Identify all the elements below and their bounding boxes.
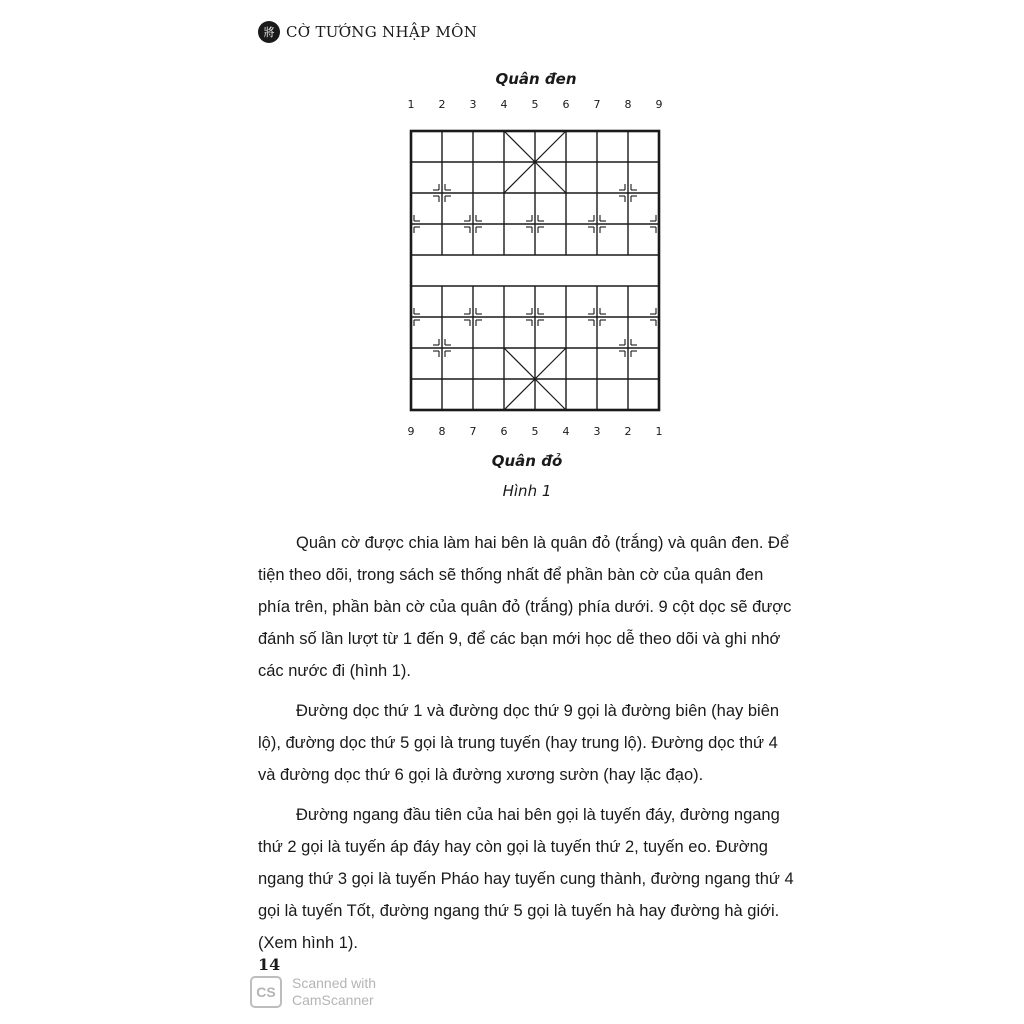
column-number: 6 (500, 425, 508, 438)
body-text (258, 527, 794, 967)
column-number: 6 (562, 98, 570, 111)
column-number: 7 (469, 425, 477, 438)
running-header (258, 18, 477, 46)
column-number: 8 (438, 425, 446, 438)
figure-label: Hình 1 (502, 482, 552, 500)
column-number: 2 (624, 425, 632, 438)
column-number: 3 (469, 98, 477, 111)
watermark-line: Scanned with (292, 975, 377, 991)
red-side-caption: Quân đỏ (491, 452, 563, 470)
book-title: CỜ TƯỚNG NHẬP MÔN (286, 23, 478, 41)
camscanner-logo-icon: CS (250, 976, 282, 1008)
watermark-line: CamScanner (292, 992, 374, 1008)
column-number: 5 (531, 425, 539, 438)
xiangqi-board (400, 120, 670, 420)
column-number: 1 (655, 425, 663, 438)
paragraph: Đường dọc thứ 1 và đường dọc thứ 9 gọi là đường biên (hay biên lộ), đường dọc thứ 5 gọi là trung tuyến (hay trung lộ). Đường dọc thứ 4 và đường dọc thứ 6 gọi là đường xương sườn (hay lặc đạo). (258, 702, 780, 784)
paragraph: Đường ngang đầu tiên của hai bên gọi là tuyến đáy, đường ngang thứ 2 gọi là tuyến áp đáy hay còn gọi là tuyến thứ 2, tuyến eo. Đường ngang thứ 3 gọi là tuyến Pháo hay tuyến cung thành, đường ngang thứ 4 gọi là tuyến Tốt, đường ngang thứ 5 gọi là tuyến hà hay đường hà giới. (Xem hình 1). (258, 806, 794, 952)
column-number: 1 (407, 98, 415, 111)
chess-piece-icon: 將 (258, 21, 280, 43)
column-number: 9 (407, 425, 415, 438)
column-number: 7 (593, 98, 601, 111)
black-side-caption: Quân đen (495, 70, 577, 88)
column-number: 5 (531, 98, 539, 111)
column-number: 3 (593, 425, 601, 438)
column-number: 2 (438, 98, 446, 111)
paragraph: Quân cờ được chia làm hai bên là quân đỏ (trắng) và quân đen. Để tiện theo dõi, trong sách sẽ thống nhất để phần bàn cờ của quân đen phía trên, phần bàn cờ của quân đỏ (trắng) phía dưới. 9 cột dọc sẽ được đánh số lần lượt từ 1 đến 9, để các bạn mới học dễ theo dõi và ghi nhớ các nước đi (hình 1). (258, 534, 792, 680)
column-number: 8 (624, 98, 632, 111)
column-number: 4 (562, 425, 570, 438)
column-number: 9 (655, 98, 663, 111)
page-number: 14 (258, 955, 281, 974)
camscanner-watermark (250, 975, 376, 1009)
column-number: 4 (500, 98, 508, 111)
